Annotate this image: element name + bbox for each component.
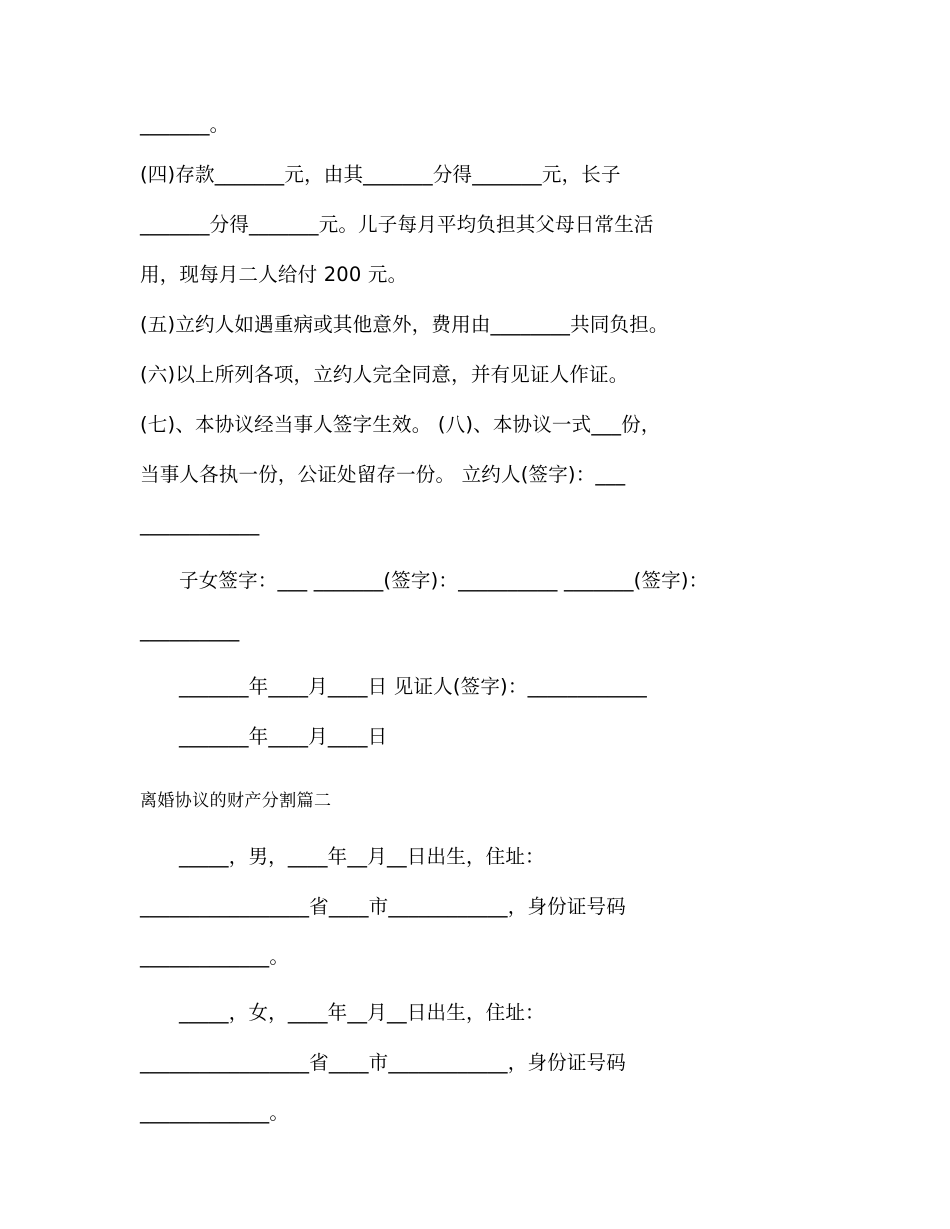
document-line: (五)立约人如遇重病或其他意外，费用由________共同负担。 [140,313,669,336]
document-line: _______。 [140,113,230,136]
document-line: _______分得_______元。儿子每月平均负担其父母日常生活 [140,213,654,236]
section-spacer [140,762,810,776]
section-heading: 离婚协议的财产分割篇二 [140,791,332,811]
document-line: _____，女，____年__月__日出生，住址： [179,1001,545,1024]
document-line: _____________。 [140,945,290,968]
document-line: _______年____月____日 见证人(签字)：____________ [179,675,647,698]
document-body [140,100,810,1138]
document-line: _______年____月____日 [179,725,388,748]
document-line: 当事人各执一份，公证处留存一份。 立约人(签字)：___ [140,463,626,486]
document-line: _____________。 [140,1101,290,1124]
document-line: (四)存款_______元，由其_______分得_______元，长子 [140,163,621,186]
document-line: (六)以上所列各项，立约人完全同意，并有见证人作证。 [140,363,629,386]
document-line: 用，现每月二人给付 200 元。 [140,263,408,286]
document-line: _________________省____市____________，身份证号码 [140,1051,626,1074]
document-line: ____________ [140,513,260,536]
document-line: _________________省____市____________，身份证号码 [140,895,626,918]
document-line: 子女签字：___ _______(签字)：__________ _______(签字)： [179,569,709,592]
document-line: _____，男，____年__月__日出生，住址： [179,845,545,868]
document-line: __________ [140,619,240,642]
document-line: (七)、本协议经当事人签字生效。 (八)、本协议一式___份， [140,413,661,436]
